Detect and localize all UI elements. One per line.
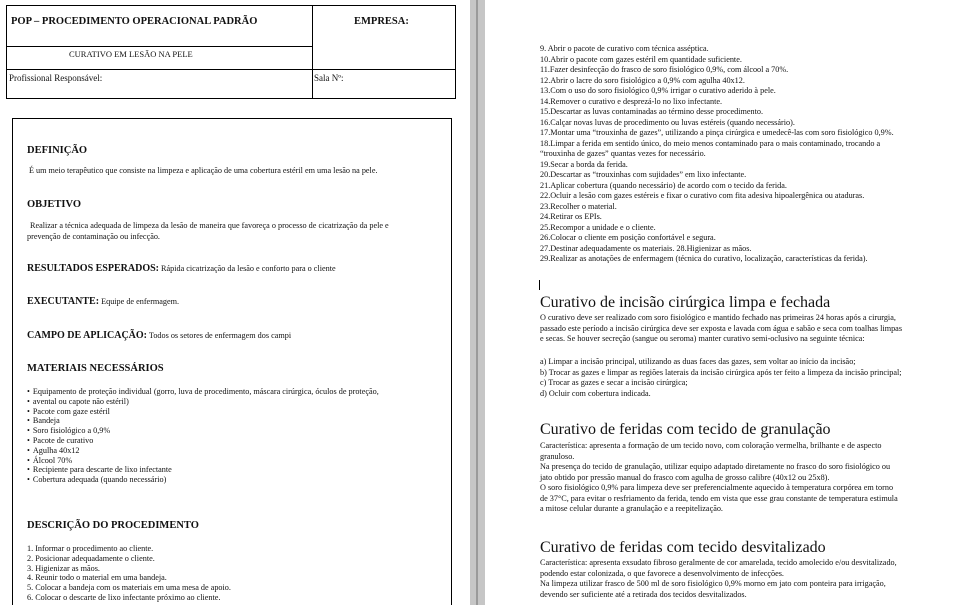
paragraph-line: e secas. Se houver secreção (sangue ou seroma) manter curativo semi-oclusivo na seguinte técnica: — [540, 334, 865, 343]
paragraph-line: jato obtido por pressão manual do frasco com agulha de grosso calibre (40x12 ou 25x8). — [540, 472, 830, 482]
granulacao-paragraph — [540, 441, 898, 515]
list-item: 26.Colocar o cliente em posição confortável e segura. — [540, 233, 716, 242]
list-item: • Cobertura adequada (quando necessário) — [27, 475, 379, 485]
list-item: • Agulha 40x12 — [27, 446, 379, 456]
list-item: 10.Abrir o pacote com gazes estéril em quantidade suficiente. — [540, 54, 742, 64]
list-item: 6. Colocar o descarte de lixo infectante próximo ao cliente. — [27, 592, 221, 602]
paragraph-line: Característica: apresenta a formação de um tecido novo, com coloração vermelha, brilhante e de aspecto — [540, 441, 882, 450]
paragraph-line: granuloso. — [540, 451, 575, 461]
list-item: 14.Remover o curativo e desprezá-lo no lixo infectante. — [540, 96, 723, 106]
profissional-label: Profissional Responsável: — [9, 73, 103, 83]
list-item: • Pacote de curativo — [27, 436, 379, 446]
resultados-label: RESULTADOS ESPERADOS: — [27, 263, 159, 274]
objetivo-line-2: prevenção de contaminação ou infecção. — [27, 232, 160, 241]
paragraph-line: devendo ser suficiente até a retirada dos tecidos desvitalizados. — [540, 589, 747, 599]
list-item: 22.Ocluir a lesão com gazes estéreis e fixar o curativo com fita adesiva hipoalergênica ou ataduras. — [540, 191, 865, 200]
descricao-steps — [27, 544, 231, 603]
list-item: 15.Descartar as luvas contaminadas ao término desse procedimento. — [540, 107, 764, 116]
right-steps-list — [540, 44, 894, 265]
document-page-left — [0, 0, 470, 605]
campo-row — [27, 330, 291, 341]
list-item: • avental ou capote não estéril) — [27, 397, 379, 407]
list-item: 3. Higienizar as mãos. — [27, 563, 100, 573]
list-item: 18.Limpar a ferida em sentido único, do meio menos contaminado para o mais contaminado, trocando a — [540, 138, 881, 148]
objetivo-line-1: Realizar a técnica adequada de limpeza da lesão de maneira que favoreça o processo de cicatrização da pele e — [30, 221, 389, 230]
paragraph-line: Na limpeza utilizar frasco de 500 ml de soro fisiológico 0,9% morno em jato com ponteira para irrigação, — [540, 579, 886, 588]
list-item: “trouxinha de gazes” quantas vezes for necessário. — [540, 149, 706, 158]
objetivo-heading: OBJETIVO — [27, 199, 82, 210]
campo-label: CAMPO DE APLICAÇÃO: — [27, 330, 147, 341]
list-item: 13.Com o uso do soro fisiológico 0,9% irrigar o curativo aderido à pele. — [540, 86, 776, 95]
resultados-value: Rápida cicatrização da lesão e conforto para o cliente — [158, 264, 336, 273]
list-item: • Bandeja — [27, 416, 379, 426]
paragraph-line: Na presença do tecido de granulação, utilizar equipo adaptado diretamente no frasco do soro fisiológico ou — [540, 462, 891, 471]
list-item: 9. Abrir o pacote de curativo com técnica asséptica. — [540, 44, 709, 53]
list-item: 2. Posicionar adequadamente o cliente. — [27, 553, 155, 563]
definicao-text: É um meio terapêutico que consiste na limpeza e aplicação de uma cobertura estéril em uma lesão na pele. — [29, 166, 378, 175]
paragraph-line: O soro fisiológico 0,9% para limpeza deve ser preferencialmente aquecido à temperatura corpórea em torno — [540, 483, 894, 492]
document-subtitle: CURATIVO EM LESÃO NA PELE — [69, 49, 193, 59]
list-item: 11.Fazer desinfecção do frasco de soro fisiológico 0,9%, com álcool a 70%. — [540, 65, 789, 74]
materiais-heading: MATERIAIS NECESSÁRIOS — [27, 363, 164, 374]
desvitalizado-paragraph — [540, 558, 897, 600]
list-item: 5. Colocar a bandeja com os materiais em uma mesa de apoio. — [27, 583, 231, 593]
executante-row — [27, 296, 179, 307]
campo-value: Todos os setores de enfermagem dos campi — [147, 331, 292, 340]
list-item: 23.Recolher o material. — [540, 201, 617, 211]
incisao-steps — [540, 357, 902, 399]
granulacao-heading: Curativo de feridas com tecido de granulação — [540, 421, 831, 438]
paragraph-line: podendo estar colonizada, o que favorece a desenvolvimento de infecções. — [540, 568, 784, 578]
list-item: • Pacote com gaze estéril — [27, 407, 379, 417]
list-item: 24.Retirar os EPIs. — [540, 212, 602, 221]
list-item: 4. Reunir todo o material em uma bandeja. — [27, 573, 167, 583]
list-item: 20.Descartar as “trouxinhas com sujidades” em lixo infectante. — [540, 170, 747, 179]
content-box — [12, 118, 452, 605]
sala-label: Sala Nº: — [314, 73, 344, 83]
list-item: 25.Recompor a unidade e o cliente. — [540, 222, 656, 232]
definicao-heading: DEFINIÇÃO — [27, 145, 88, 156]
executante-value: Equipe de enfermagem. — [99, 297, 180, 306]
list-item: 16.Calçar novas luvas de procedimento ou luvas estéreis (quando necessário). — [540, 117, 795, 127]
list-item: c) Trocar as gazes e secar a incisão cirúrgica; — [540, 378, 688, 387]
paragraph-line: O curativo deve ser realizado com soro fisiológico e mantido fechado nas primeiras 24 horas após a cirurgia, — [540, 313, 896, 322]
list-item: 29.Realizar as anotações de enfermagem (técnica do curativo, localização, características da ferida). — [540, 254, 868, 263]
materiais-list — [27, 387, 379, 485]
empresa-label: EMPRESA: — [354, 16, 409, 27]
executante-label: EXECUTANTE: — [27, 296, 100, 307]
header-table — [6, 5, 456, 99]
list-item: 27.Destinar adequadamente os materiais. 28.Higienizar as mãos. — [540, 243, 752, 253]
paragraph-line: Característica: apresenta exsudato fibroso geralmente de cor amarelada, tecido amolecido e/ou desvitalizado, — [540, 558, 897, 567]
list-item: d) Ocluir com cobertura indicada. — [540, 388, 651, 398]
descricao-heading: DESCRIÇÃO DO PROCEDIMENTO — [27, 520, 199, 531]
list-item: 19.Secar a borda da ferida. — [540, 159, 628, 169]
list-item: 12.Abrir o lacre do soro fisiológico a 0,9% com agulha 40x12. — [540, 75, 745, 85]
document-page-right — [485, 0, 977, 605]
incisao-paragraph — [540, 313, 902, 345]
list-item: • Álcool 70% — [27, 456, 379, 466]
list-item: 1. Informar o procedimento ao cliente. — [27, 544, 154, 553]
list-item: • Recipiente para descarte de lixo infectante — [27, 465, 379, 475]
list-item: a) Limpar a incisão principal, utilizando as duas faces das gazes, sem voltar ao início da incisão; — [540, 357, 856, 366]
list-item: 21.Aplicar cobertura (quando necessário) de acordo com o tecido da ferida. — [540, 180, 787, 190]
paragraph-line: passado este período a incisão cirúrgica deve ser exposta e lavada com água e sabão e seca com toalhas limpas — [540, 323, 903, 333]
text-cursor — [539, 280, 540, 290]
list-item: • Equipamento de proteção individual (gorro, luva de procedimento, máscara cirúrgica, óculos de proteção, — [27, 387, 379, 397]
incisao-heading: Curativo de incisão cirúrgica limpa e fechada — [540, 294, 831, 311]
page-divider — [476, 0, 478, 605]
desvitalizado-heading: Curativo de feridas com tecido desvitalizado — [540, 539, 826, 556]
document-title: POP – PROCEDIMENTO OPERACIONAL PADRÃO — [11, 16, 258, 27]
paragraph-line: a mitose celular durante a granulação e a reepitelização. — [540, 504, 723, 513]
paragraph-line: de 37°C, para evitar o resfriamento da ferida, tendo em vista que esse grau constante de temperatura estimula — [540, 493, 898, 503]
list-item: 17.Montar uma “trouxinha de gazes”, utilizando a pinça cirúrgica e umedecê-las com soro fisiológico 0,9%. — [540, 128, 894, 137]
list-item: b) Trocar as gazes e limpar as regiões laterais da incisão cirúrgica após ter feito a limpeza da incisão principal; — [540, 367, 902, 377]
resultados-row — [27, 263, 336, 274]
list-item: • Soro fisiológico a 0,9% — [27, 426, 379, 436]
